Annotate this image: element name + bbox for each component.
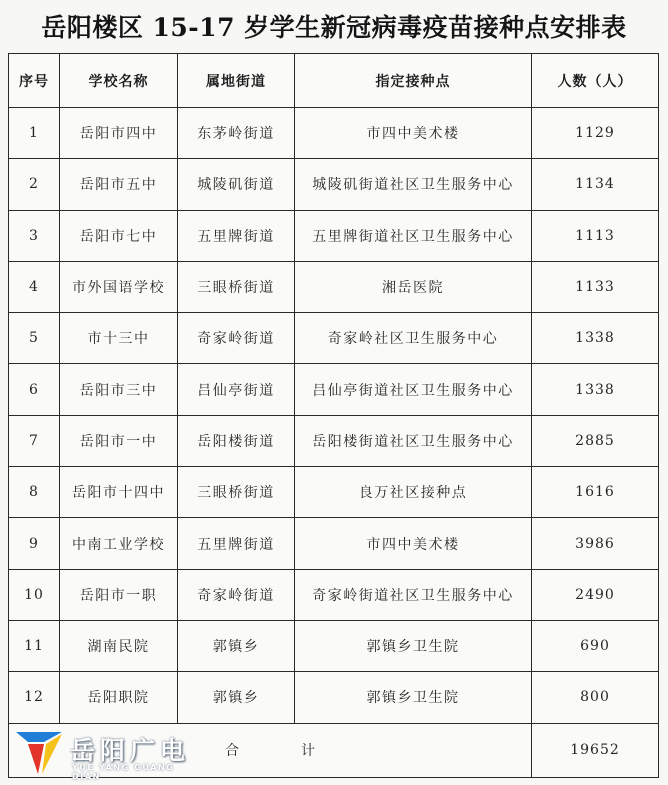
- cell-school-name: 中南工业学校: [60, 518, 178, 569]
- header-vaccination-site: 指定接种点: [295, 54, 532, 108]
- table-row: [9, 569, 659, 620]
- table-body: [9, 108, 659, 724]
- cell-street: 奇家岭街道: [178, 569, 295, 620]
- cell-serial-no: 5: [9, 313, 60, 364]
- header-headcount: 人数（人）: [532, 54, 659, 108]
- cell-street: 岳阳楼街道: [178, 415, 295, 466]
- watermark-logo: [14, 728, 204, 781]
- cell-street: 五里牌街道: [178, 210, 295, 261]
- cell-headcount: 690: [532, 620, 659, 671]
- cell-vaccination-site: 市四中美术楼: [295, 518, 532, 569]
- cell-street: 三眼桥街道: [178, 261, 295, 312]
- vaccination-schedule-table: [8, 53, 659, 778]
- table-header-row: [9, 54, 659, 108]
- cell-headcount: 2490: [532, 569, 659, 620]
- cell-serial-no: 8: [9, 467, 60, 518]
- table-row: [9, 467, 659, 518]
- cell-serial-no: 12: [9, 672, 60, 723]
- cell-school-name: 岳阳市七中: [60, 210, 178, 261]
- cell-headcount: 800: [532, 672, 659, 723]
- cell-headcount: 3986: [532, 518, 659, 569]
- table-row: [9, 620, 659, 671]
- cell-headcount: 1134: [532, 159, 659, 210]
- cell-street: 吕仙亭街道: [178, 364, 295, 415]
- cell-vaccination-site: 岳阳楼街道社区卫生服务中心: [295, 415, 532, 466]
- cell-street: 城陵矶街道: [178, 159, 295, 210]
- cell-vaccination-site: 市四中美术楼: [295, 108, 532, 159]
- table-row: [9, 108, 659, 159]
- cell-serial-no: 2: [9, 159, 60, 210]
- cell-vaccination-site: 郭镇乡卫生院: [295, 620, 532, 671]
- cell-headcount: 2885: [532, 415, 659, 466]
- yueyang-tv-logo-icon: [14, 728, 64, 778]
- cell-headcount: 1113: [532, 210, 659, 261]
- cell-school-name: 湖南民院: [60, 620, 178, 671]
- cell-serial-no: 11: [9, 620, 60, 671]
- header-serial-no: 序号: [9, 54, 60, 108]
- cell-street: 郭镇乡: [178, 620, 295, 671]
- cell-vaccination-site: 良万社区接种点: [295, 467, 532, 518]
- cell-school-name: 岳阳职院: [60, 672, 178, 723]
- cell-school-name: 岳阳市五中: [60, 159, 178, 210]
- cell-street: 五里牌街道: [178, 518, 295, 569]
- header-street: 属地街道: [178, 54, 295, 108]
- cell-vaccination-site: 湘岳医院: [295, 261, 532, 312]
- header-school-name: 学校名称: [60, 54, 178, 108]
- cell-vaccination-site: 郭镇乡卫生院: [295, 672, 532, 723]
- cell-school-name: 市外国语学校: [60, 261, 178, 312]
- cell-headcount: 1133: [532, 261, 659, 312]
- cell-school-name: 市十三中: [60, 313, 178, 364]
- total-count: 19652: [532, 723, 659, 777]
- cell-serial-no: 3: [9, 210, 60, 261]
- cell-school-name: 岳阳市一中: [60, 415, 178, 466]
- table-row: [9, 415, 659, 466]
- cell-school-name: 岳阳市十四中: [60, 467, 178, 518]
- table-row: [9, 518, 659, 569]
- table-row: [9, 261, 659, 312]
- watermark-pinyin: YUE YANG GUANG DIAN: [72, 763, 175, 781]
- cell-school-name: 岳阳市一职: [60, 569, 178, 620]
- cell-serial-no: 4: [9, 261, 60, 312]
- cell-serial-no: 6: [9, 364, 60, 415]
- cell-vaccination-site: 奇家岭街道社区卫生服务中心: [295, 569, 532, 620]
- cell-serial-no: 10: [9, 569, 60, 620]
- cell-school-name: 岳阳市三中: [60, 364, 178, 415]
- watermark-name: 岳阳广电: [70, 736, 191, 765]
- cell-street: 郭镇乡: [178, 672, 295, 723]
- total-label: 合 计: [225, 743, 315, 760]
- cell-headcount: 1129: [532, 108, 659, 159]
- cell-vaccination-site: 五里牌街道社区卫生服务中心: [295, 210, 532, 261]
- cell-serial-no: 9: [9, 518, 60, 569]
- cell-headcount: 1616: [532, 467, 659, 518]
- cell-vaccination-site: 城陵矶街道社区卫生服务中心: [295, 159, 532, 210]
- cell-street: 奇家岭街道: [178, 313, 295, 364]
- cell-serial-no: 7: [9, 415, 60, 466]
- cell-headcount: 1338: [532, 364, 659, 415]
- cell-vaccination-site: 吕仙亭街道社区卫生服务中心: [295, 364, 532, 415]
- table-row: [9, 313, 659, 364]
- cell-serial-no: 1: [9, 108, 60, 159]
- table-row: [9, 159, 659, 210]
- cell-street: 三眼桥街道: [178, 467, 295, 518]
- table-row: [9, 210, 659, 261]
- page-title: 岳阳楼区 15-17 岁学生新冠病毒疫苗接种点安排表: [41, 13, 627, 42]
- cell-vaccination-site: 奇家岭社区卫生服务中心: [295, 313, 532, 364]
- cell-school-name: 岳阳市四中: [60, 108, 178, 159]
- table-row: [9, 672, 659, 723]
- cell-street: 东茅岭街道: [178, 108, 295, 159]
- table-row: [9, 364, 659, 415]
- cell-headcount: 1338: [532, 313, 659, 364]
